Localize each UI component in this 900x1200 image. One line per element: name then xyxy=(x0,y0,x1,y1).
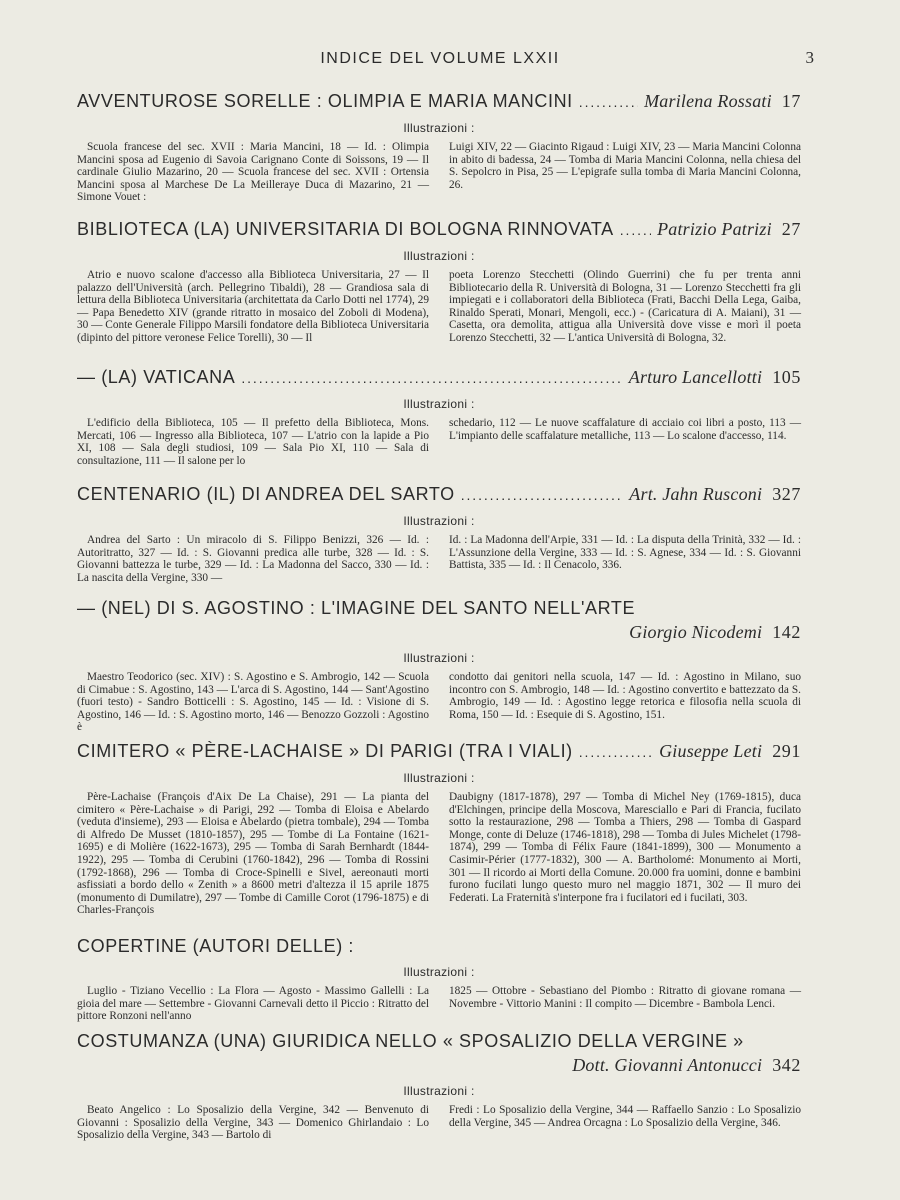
illustrations-label: Illustrazioni : xyxy=(403,249,475,263)
entry-author: Art. Jahn Rusconi xyxy=(629,484,763,504)
illustrations-columns xyxy=(77,534,801,584)
illustrations-label: Illustrazioni : xyxy=(403,121,475,135)
entry-byline xyxy=(77,621,801,643)
entry-page: 327 xyxy=(772,484,801,504)
index-entry-biblioteca-bologna xyxy=(77,218,801,345)
dot-leader xyxy=(579,91,638,113)
entry-page: 291 xyxy=(772,741,801,761)
illustrations-columns xyxy=(77,985,801,1023)
volume-title: INDICE DEL VOLUME LXXII xyxy=(320,50,560,67)
index-entry-copertine xyxy=(77,935,801,1023)
entry-heading xyxy=(77,740,801,763)
illustrations-left: Père-Lachaise (François d'Aix De La Chaise), 291 — La pianta del cimitero « Père-Lachaise » di Parigi, 292 — Tomba di Eloisa e Abelardo (veduta d'insieme), 293 — Eloisa e Abelardo (pietra tombale), 294 — Tomba di Alfredo De Musset (1810-1857), 295 — Tombe di La Fontaine (1621-1695) e di Molière (1622-1673), 295 — Tomba di Sarah Bernhardt (1844-1922), 295 — Tomba di Cerubini (1760-1842), 296 — Tomba di Rossini (1792-1868), 296 — Tomba di Croce-Spinelli e Sivel, aereonauti morti asfissiati a bordo dello « Zenith » a 8600 metri d'altezza il 15 aprile 1875 (monumento di Dumilatre), 297 — Tombe di Camille Corot (1796-1875) e di Charles-François xyxy=(77,791,429,917)
dot-leader xyxy=(620,219,651,241)
illustrations-columns xyxy=(77,141,801,204)
entry-heading xyxy=(77,483,801,506)
index-entry-agostino xyxy=(77,597,801,734)
entry-heading xyxy=(77,1030,801,1052)
illustrations-left: L'edificio della Biblioteca, 105 — Il prefetto della Biblioteca, Mons. Mercati, 106 — Ingresso alla Biblioteca, 107 — L'atrio con la lapide a Pio XI, 108 — Sala degli studiosi, 109 — Sala Pio XI, 110 — Sala di consultazione, 111 — Il salone per lo xyxy=(77,417,429,467)
illustrations-columns xyxy=(77,671,801,734)
illustrations-left: Beato Angelico : Lo Sposalizio della Vergine, 342 — Benvenuto di Giovanni : Sposalizio della Vergine, 343 — Domenico Ghirlandaio : Lo Sposalizio della Vergine, 343 — Bartolo di xyxy=(77,1104,429,1142)
illustrations-columns xyxy=(77,417,801,467)
illustrations-label: Illustrazioni : xyxy=(403,1084,475,1098)
entry-title: COSTUMANZA (UNA) GIURIDICA NELLO « SPOSALIZIO DELLA VERGINE » xyxy=(77,1031,744,1051)
entry-author: Marilena Rossati xyxy=(644,91,772,111)
illustrations-left: Atrio e nuovo scalone d'accesso alla Biblioteca Universitaria, 27 — Il palazzo dell'Università (arch. Pellegrino Tibaldi), 28 — Grandiosa sala di lettura della Biblioteca Universitaria (architettata da Carlo Dotti nel 1774), 29 — Papa Benedetto XIV (grande ritratto in mosaico del Zoboli di Modena), 30 — Conte Generale Filippo Marsili fondatore della Biblioteca Universitaria (dipinto del pittore veronese Felice Torelli), 30 — Il xyxy=(77,269,429,344)
illustrations-columns xyxy=(77,269,801,345)
index-entry-mancini xyxy=(77,90,801,204)
illustrations-left: Maestro Teodorico (sec. XIV) : S. Agostino e S. Ambrogio, 142 — Scuola di Cimabue : S. Agostino, 143 — L'arca di S. Agostino, 144 — Sant'Agostino (fuori testo) - Sandro Botticelli : S. Agostino, 145 — Id. : Visione di S. Agostino, 146 — Id. : S. Agostino morto, 146 — Benozzo Gozzoli : Agostino è xyxy=(77,671,429,734)
illustrations-right: Luigi XIV, 22 — Giacinto Rigaud : Luigi XIV, 23 — Maria Mancini Colonna in abito di badessa, 24 — Tomba di Maria Mancini Colonna, nella chiesa del S. Sepolcro in Pisa, 25 — L'epigrafe sulla tomba di Maria Mancini Colonna, 26. xyxy=(449,141,801,191)
illustrations-left: Luglio - Tiziano Vecellio : La Flora — Agosto - Massimo Gallelli : La gioia del mare — Settembre - Giovanni Carnevali detto il Piccio : Ritratto del pittore Ronzoni nell'anno xyxy=(77,985,429,1023)
illustrations-label: Illustrazioni : xyxy=(403,965,475,979)
entry-page: 105 xyxy=(772,367,801,387)
entry-title: — (NEL) DI S. AGOSTINO : L'IMAGINE DEL SANTO NELL'ARTE xyxy=(77,598,636,618)
entry-author: Dott. Giovanni Antonucci xyxy=(572,1055,763,1075)
entry-page: 17 xyxy=(781,91,801,111)
entry-heading xyxy=(77,597,801,619)
illustrations-columns xyxy=(77,791,801,917)
entry-title: BIBLIOTECA (LA) UNIVERSITARIA DI BOLOGNA RINNOVATA xyxy=(77,219,614,239)
entry-heading xyxy=(77,218,801,241)
entry-title: AVVENTUROSE SORELLE : OLIMPIA E MARIA MANCINI xyxy=(77,91,573,111)
entry-title: CIMITERO « PÈRE-LACHAISE » DI PARIGI (TRA I VIALI) xyxy=(77,741,573,761)
entry-author: Arturo Lancellotti xyxy=(628,367,763,387)
entry-heading xyxy=(77,935,801,957)
entry-page: 27 xyxy=(781,219,801,239)
index-entry-pere-lachaise xyxy=(77,740,801,917)
running-header xyxy=(0,50,900,72)
illustrations-columns xyxy=(77,1104,801,1142)
illustrations-right: Daubigny (1817-1878), 297 — Tomba di Michel Ney (1769-1815), duca d'Elchingen, principe della Moscova, Maresciallo e Pari di Francia, fucilato sotto la restaurazione, 298 — Tomba a Thiers, 298 — Tomba di Gaspard Monge, conte di Deluze (1746-1818), 298 — Tomba di Jules Michelet (1798-1874), 299 — Tomba di Félix Faure (1841-1899), 300 — Monumento a Casimir-Périer (1777-1832), 300 — A. Bartholomé: Monumento ai Morti, 301 — Il ricordo ai Morti della Comune. 20.000 fra uomini, donne e bambini furono fucilati lungo questo muro nel maggio 1871, 302 — Il muro dei Federati. La Fraternità s'interpone fra i fucilatori ed i fucilati, 303. xyxy=(449,791,801,904)
illustrations-right: condotto dai genitori nella scuola, 147 — Id. : Agostino in Milano, suo incontro con S. Ambrogio, 148 — Id. : Agostino convertito e battezzato da S. Ambrogio, 149 — Id. : Agostino legge retorica e filosofia nella scuola di Roma, 150 — Id. : Esequie di S. Agostino, 151. xyxy=(449,671,801,721)
page-number: 3 xyxy=(805,48,814,67)
entry-page: 142 xyxy=(772,622,801,642)
entry-byline xyxy=(77,1054,801,1076)
entry-author: Giorgio Nicodemi xyxy=(629,622,763,642)
illustrations-label: Illustrazioni : xyxy=(403,397,475,411)
illustrations-label: Illustrazioni : xyxy=(403,651,475,665)
illustrations-right: poeta Lorenzo Stecchetti (Olindo Guerrini) che fu per trenta anni Bibliotecario della R. Università di Bologna, 31 — Lorenzo Stecchetti fra gli impiegati e i collaboratori della Biblioteca (Frati, Bacchi Della Lega, Gaiba, Rinaldo Sperati, Monari, Mengoli, ecc.) - (Caricatura di A. Maiani), 31 — Casetta, ora demolita, attigua alla Università dove visse e morì il poeta Lorenzo Stecchetti, 32 — L'antica Università di Bologna, 32. xyxy=(449,269,801,344)
entry-title: COPERTINE (AUTORI DELLE) : xyxy=(77,936,354,956)
illustrations-label: Illustrazioni : xyxy=(403,514,475,528)
illustrations-label: Illustrazioni : xyxy=(403,771,475,785)
entry-heading xyxy=(77,366,801,389)
dot-leader xyxy=(461,484,624,506)
entry-author: Giuseppe Leti xyxy=(659,741,763,761)
illustrations-left: Andrea del Sarto : Un miracolo di S. Filippo Benizzi, 326 — Id. : Autoritratto, 327 — Id. : S. Giovanni predica alle turbe, 328 — Id. : S. Giovanni battezza le turbe, 329 — Id. : La Madonna del Sacco, 330 — Id. : La nascita della Vergine, 330 — xyxy=(77,534,429,584)
index-entry-vaticana xyxy=(77,366,801,467)
illustrations-right: Id. : La Madonna dell'Arpie, 331 — Id. : La disputa della Trinità, 332 — Id. : L'Assunzione della Vergine, 333 — Id. : S. Agnese, 334 — Id. : S. Giovanni Battista, 335 — Id. : Il Cenacolo, 336. xyxy=(449,534,801,572)
entry-title: CENTENARIO (IL) DI ANDREA DEL SARTO xyxy=(77,484,455,504)
illustrations-right: 1825 — Ottobre - Sebastiano del Piombo : Ritratto di giovane romana — Novembre - Vittorio Manini : Il compito — Dicembre - Bambola Lenci. xyxy=(449,985,801,1010)
entry-heading xyxy=(77,90,801,113)
illustrations-right: schedario, 112 — Le nuove scaffalature di acciaio coi libri a posto, 113 — L'impianto delle scaffalature metalliche, 113 — Lo scalone d'accesso, 114. xyxy=(449,417,801,442)
entry-author: Patrizio Patrizi xyxy=(657,219,772,239)
dot-leader xyxy=(241,367,622,389)
entry-page: 342 xyxy=(772,1055,801,1075)
illustrations-right: Fredi : Lo Sposalizio della Vergine, 344 — Raffaello Sanzio : Lo Sposalizio della Vergine, 345 — Andrea Orcagna : Lo Sposalizio della Vergine, 346. xyxy=(449,1104,801,1129)
entry-title: — (LA) VATICANA xyxy=(77,367,236,387)
index-entry-andrea-del-sarto xyxy=(77,483,801,584)
index-entry-costumanza xyxy=(77,1030,801,1142)
dot-leader xyxy=(579,741,653,763)
illustrations-left: Scuola francese del sec. XVII : Maria Mancini, 18 — Id. : Olimpia Mancini sposa ad Eugenio di Savoia Carignano Conte di Soissons, 19 — Il cardinale Giulio Mazarino, 20 — Scuola francese del sec. XVII : Ortensia Mancini sposa al Marchese De La Meilleraye Duca di Mazarino, 21 — Simone Vouet : xyxy=(77,141,429,204)
